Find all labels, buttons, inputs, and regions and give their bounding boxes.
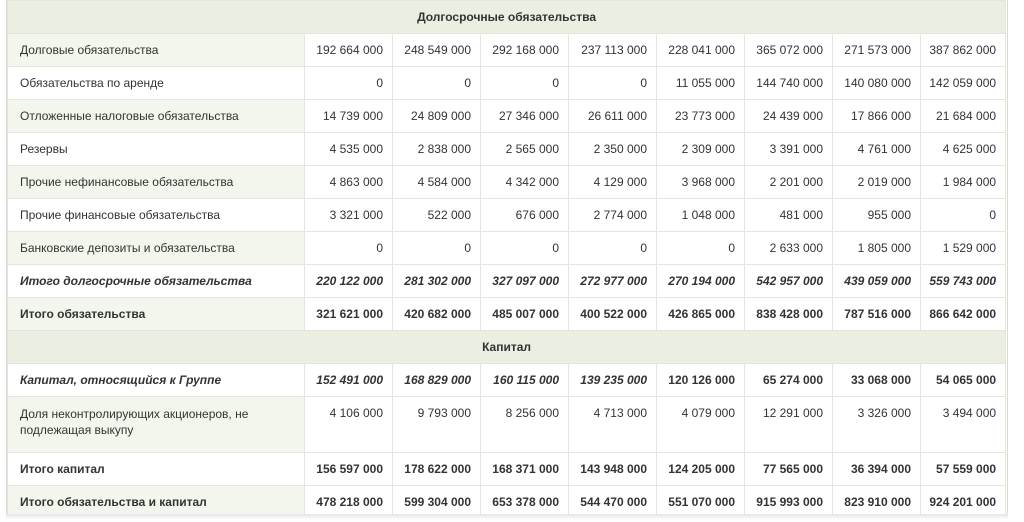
value-cell: 124 205 000 (657, 453, 745, 486)
value-cell: 4 584 000 (393, 166, 481, 199)
value-cell: 823 910 000 (833, 486, 921, 519)
value-cell: 544 470 000 (569, 486, 657, 519)
value-cell: 4 863 000 (305, 166, 393, 199)
value-cell: 599 304 000 (393, 486, 481, 519)
value-cell: 4 761 000 (833, 133, 921, 166)
value-cell: 160 115 000 (481, 364, 569, 397)
value-cell: 2 633 000 (745, 232, 833, 265)
value-cell: 676 000 (481, 199, 569, 232)
value-cell: 542 957 000 (745, 265, 833, 298)
value-cell: 0 (481, 67, 569, 100)
row-label: Капитал, относящийся к Группе (8, 364, 305, 397)
value-cell: 156 597 000 (305, 453, 393, 486)
value-cell: 4 106 000 (305, 397, 393, 453)
value-cell: 0 (481, 232, 569, 265)
value-cell: 420 682 000 (393, 298, 481, 331)
value-cell: 4 079 000 (657, 397, 745, 453)
value-cell: 915 993 000 (745, 486, 833, 519)
table-row (8, 100, 1006, 133)
value-cell: 838 428 000 (745, 298, 833, 331)
value-cell: 4 129 000 (569, 166, 657, 199)
value-cell: 248 549 000 (393, 34, 481, 67)
value-cell: 787 516 000 (833, 298, 921, 331)
table-row (8, 364, 1006, 397)
table-row (8, 199, 1006, 232)
value-cell: 2 565 000 (481, 133, 569, 166)
value-cell: 139 235 000 (569, 364, 657, 397)
balance-sheet-table-container (6, 0, 1008, 515)
value-cell: 270 194 000 (657, 265, 745, 298)
section-header-long-term (8, 1, 1006, 34)
row-label: Прочие финансовые обязательства (8, 199, 305, 232)
table-row (8, 67, 1006, 100)
value-cell: 1 805 000 (833, 232, 921, 265)
value-cell: 144 740 000 (745, 67, 833, 100)
value-cell: 0 (657, 232, 745, 265)
value-cell: 65 274 000 (745, 364, 833, 397)
value-cell: 228 041 000 (657, 34, 745, 67)
value-cell: 439 059 000 (833, 265, 921, 298)
value-cell: 400 522 000 (569, 298, 657, 331)
value-cell: 0 (393, 232, 481, 265)
value-cell: 24 809 000 (393, 100, 481, 133)
value-cell: 26 611 000 (569, 100, 657, 133)
value-cell: 327 097 000 (481, 265, 569, 298)
value-cell: 3 494 000 (921, 397, 1006, 453)
value-cell: 4 342 000 (481, 166, 569, 199)
balance-sheet-table (7, 0, 1006, 519)
row-label: Обязательства по аренде (8, 67, 305, 100)
value-cell: 0 (921, 199, 1006, 232)
value-cell: 866 642 000 (921, 298, 1006, 331)
value-cell: 27 346 000 (481, 100, 569, 133)
value-cell: 9 793 000 (393, 397, 481, 453)
value-cell: 168 829 000 (393, 364, 481, 397)
value-cell: 152 491 000 (305, 364, 393, 397)
value-cell: 478 218 000 (305, 486, 393, 519)
value-cell: 281 302 000 (393, 265, 481, 298)
value-cell: 1 048 000 (657, 199, 745, 232)
value-cell: 178 622 000 (393, 453, 481, 486)
value-cell: 0 (305, 67, 393, 100)
table-row (8, 265, 1006, 298)
value-cell: 522 000 (393, 199, 481, 232)
table-row (8, 453, 1006, 486)
value-cell: 365 072 000 (745, 34, 833, 67)
value-cell: 237 113 000 (569, 34, 657, 67)
section-header-capital (8, 331, 1006, 364)
value-cell: 0 (569, 232, 657, 265)
value-cell: 168 371 000 (481, 453, 569, 486)
value-cell: 4 625 000 (921, 133, 1006, 166)
value-cell: 192 664 000 (305, 34, 393, 67)
value-cell: 11 055 000 (657, 67, 745, 100)
row-label: Банковские депозиты и обязательства (8, 232, 305, 265)
value-cell: 3 321 000 (305, 199, 393, 232)
value-cell: 8 256 000 (481, 397, 569, 453)
value-cell: 2 309 000 (657, 133, 745, 166)
value-cell: 292 168 000 (481, 34, 569, 67)
value-cell: 2 774 000 (569, 199, 657, 232)
value-cell: 1 984 000 (921, 166, 1006, 199)
table-row (8, 34, 1006, 67)
value-cell: 481 000 (745, 199, 833, 232)
row-label: Доля неконтролирующих акционеров, не подлежащая выкупу (8, 397, 305, 453)
value-cell: 0 (305, 232, 393, 265)
value-cell: 54 065 000 (921, 364, 1006, 397)
table-row (8, 298, 1006, 331)
value-cell: 321 621 000 (305, 298, 393, 331)
value-cell: 0 (393, 67, 481, 100)
row-label: Отложенные налоговые обязательства (8, 100, 305, 133)
value-cell: 14 739 000 (305, 100, 393, 133)
value-cell: 2 350 000 (569, 133, 657, 166)
row-label: Прочие нефинансовые обязательства (8, 166, 305, 199)
value-cell: 4 535 000 (305, 133, 393, 166)
table-row (8, 133, 1006, 166)
value-cell: 653 378 000 (481, 486, 569, 519)
value-cell: 2 201 000 (745, 166, 833, 199)
table-row (8, 232, 1006, 265)
value-cell: 77 565 000 (745, 453, 833, 486)
row-label: Итого обязательства и капитал (8, 486, 305, 519)
value-cell: 0 (569, 67, 657, 100)
value-cell: 3 968 000 (657, 166, 745, 199)
table-body (8, 1, 1006, 519)
value-cell: 955 000 (833, 199, 921, 232)
value-cell: 140 080 000 (833, 67, 921, 100)
row-label: Долговые обязательства (8, 34, 305, 67)
value-cell: 24 439 000 (745, 100, 833, 133)
row-label: Итого капитал (8, 453, 305, 486)
table-shadow (6, 514, 1008, 520)
section-title: Капитал (8, 331, 1006, 364)
value-cell: 2 019 000 (833, 166, 921, 199)
value-cell: 924 201 000 (921, 486, 1006, 519)
value-cell: 272 977 000 (569, 265, 657, 298)
value-cell: 220 122 000 (305, 265, 393, 298)
value-cell: 36 394 000 (833, 453, 921, 486)
value-cell: 1 529 000 (921, 232, 1006, 265)
value-cell: 4 713 000 (569, 397, 657, 453)
table-row (8, 397, 1006, 453)
value-cell: 17 866 000 (833, 100, 921, 133)
table-row (8, 166, 1006, 199)
row-label: Итого долгосрочные обязательства (8, 265, 305, 298)
value-cell: 3 326 000 (833, 397, 921, 453)
value-cell: 271 573 000 (833, 34, 921, 67)
value-cell: 23 773 000 (657, 100, 745, 133)
row-label: Резервы (8, 133, 305, 166)
value-cell: 387 862 000 (921, 34, 1006, 67)
value-cell: 485 007 000 (481, 298, 569, 331)
value-cell: 142 059 000 (921, 67, 1006, 100)
value-cell: 2 838 000 (393, 133, 481, 166)
row-label: Итого обязательства (8, 298, 305, 331)
value-cell: 3 391 000 (745, 133, 833, 166)
value-cell: 559 743 000 (921, 265, 1006, 298)
value-cell: 21 684 000 (921, 100, 1006, 133)
section-title: Долгосрочные обязательства (8, 1, 1006, 34)
value-cell: 57 559 000 (921, 453, 1006, 486)
value-cell: 12 291 000 (745, 397, 833, 453)
value-cell: 426 865 000 (657, 298, 745, 331)
value-cell: 143 948 000 (569, 453, 657, 486)
value-cell: 551 070 000 (657, 486, 745, 519)
value-cell: 33 068 000 (833, 364, 921, 397)
value-cell: 120 126 000 (657, 364, 745, 397)
